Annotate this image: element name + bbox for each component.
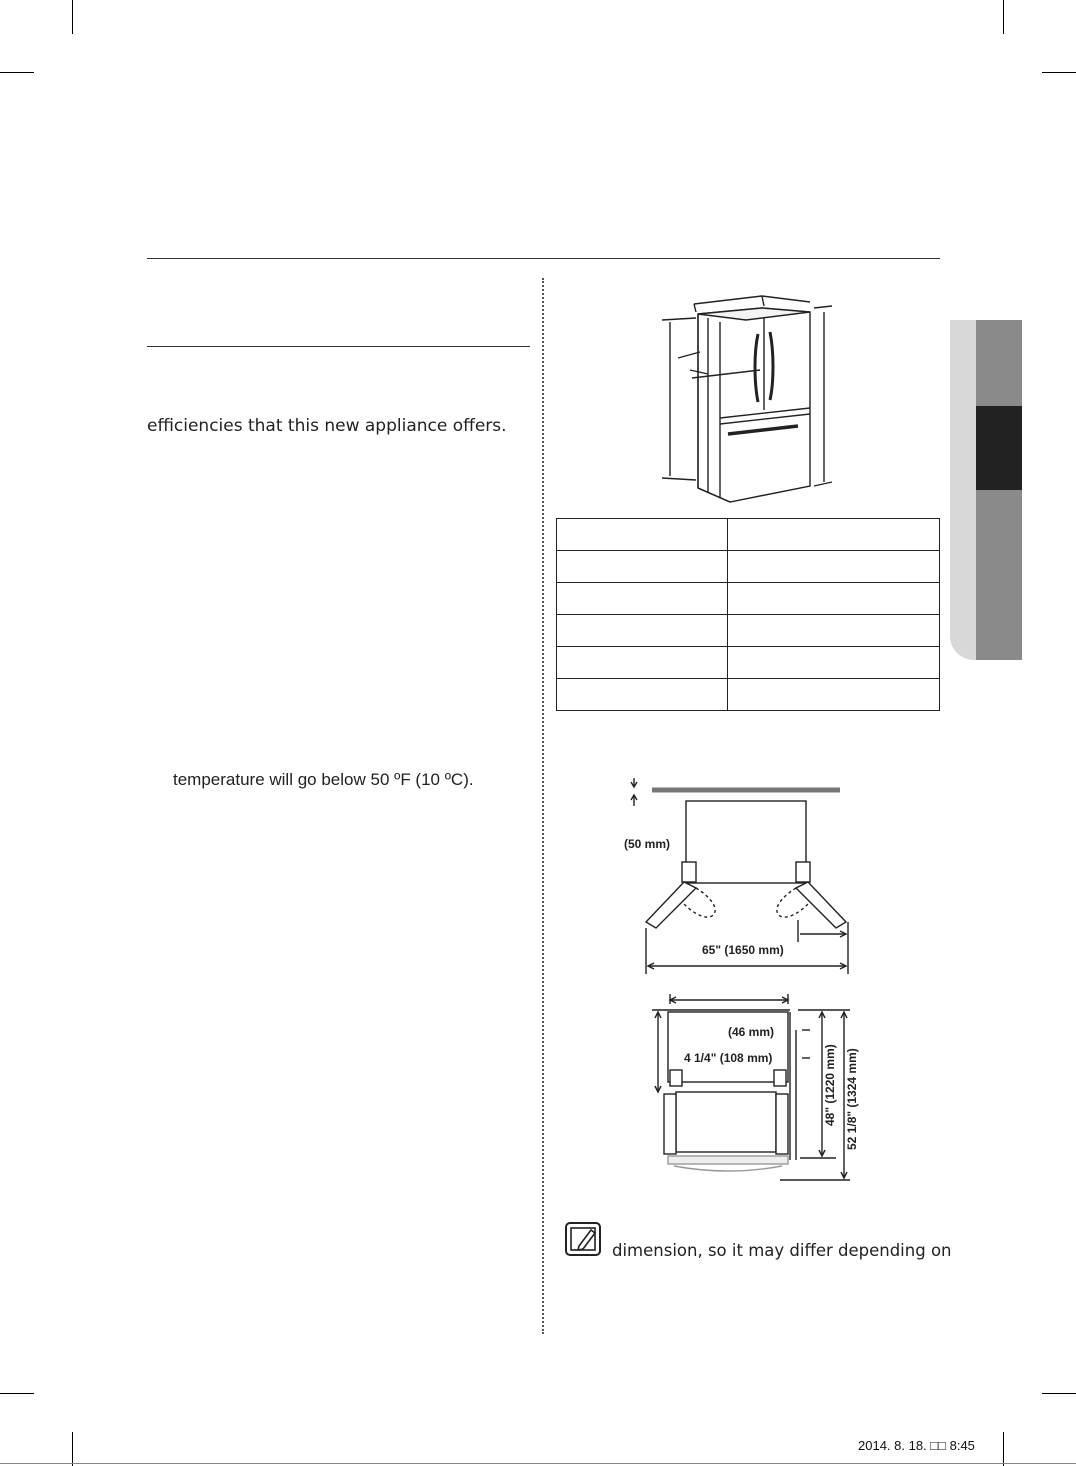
table-row [557, 679, 940, 711]
table-cell [728, 583, 940, 615]
crop-mark [1042, 72, 1076, 73]
crop-mark [0, 72, 34, 73]
clearance-diagram [600, 770, 860, 980]
closed-depth-label: 48" (1220 mm) [823, 1044, 837, 1126]
section-rule [147, 258, 940, 259]
intro-text: efficiencies that this new appliance offers. [147, 416, 507, 436]
crop-mark [72, 1432, 73, 1466]
table-cell [728, 679, 940, 711]
small-gap-label: (46 mm) [728, 1025, 775, 1039]
note-text: dimension, so it may differ depending on [612, 1241, 952, 1260]
table-cell [728, 551, 940, 583]
chapter-tab-active [976, 406, 1022, 490]
table-row [557, 615, 940, 647]
total-width-label: 65" (1650 mm) [702, 943, 784, 957]
crop-mark [0, 1393, 34, 1394]
chapter-tab [976, 490, 1022, 660]
table-cell [557, 583, 728, 615]
table-cell [728, 647, 940, 679]
depth-diagram [640, 990, 870, 1186]
dimension-table [556, 518, 940, 711]
table-cell [557, 647, 728, 679]
table-row [557, 583, 940, 615]
temperature-text: temperature will go below 50 ºF (10 ºC). [173, 770, 474, 789]
table-row [557, 647, 940, 679]
bottom-edge-line [0, 1463, 1076, 1464]
crop-mark [1042, 1393, 1076, 1394]
table-cell [728, 519, 940, 551]
crop-mark [72, 0, 73, 34]
open-depth-label: 52 1/8" (1324 mm) [845, 1048, 859, 1150]
table-cell [557, 519, 728, 551]
table-cell [728, 615, 940, 647]
chapter-tab [976, 320, 1022, 406]
table-row [557, 519, 940, 551]
subsection-rule [147, 346, 530, 347]
table-cell [557, 679, 728, 711]
side-clearance-label: (50 mm) [624, 837, 671, 851]
table-cell [557, 551, 728, 583]
chapter-tabs [950, 320, 1022, 660]
table-cell [557, 615, 728, 647]
print-timestamp: 2014. 8. 18. □□ 8:45 [858, 1438, 975, 1453]
door-gap-label: 4 1/4" (108 mm) [684, 1051, 773, 1065]
crop-mark [1003, 0, 1004, 34]
column-divider [542, 278, 544, 1334]
table-row [557, 551, 940, 583]
fridge-illustration [650, 292, 840, 504]
crop-mark [1003, 1432, 1004, 1466]
note-pencil-icon [565, 1222, 601, 1256]
